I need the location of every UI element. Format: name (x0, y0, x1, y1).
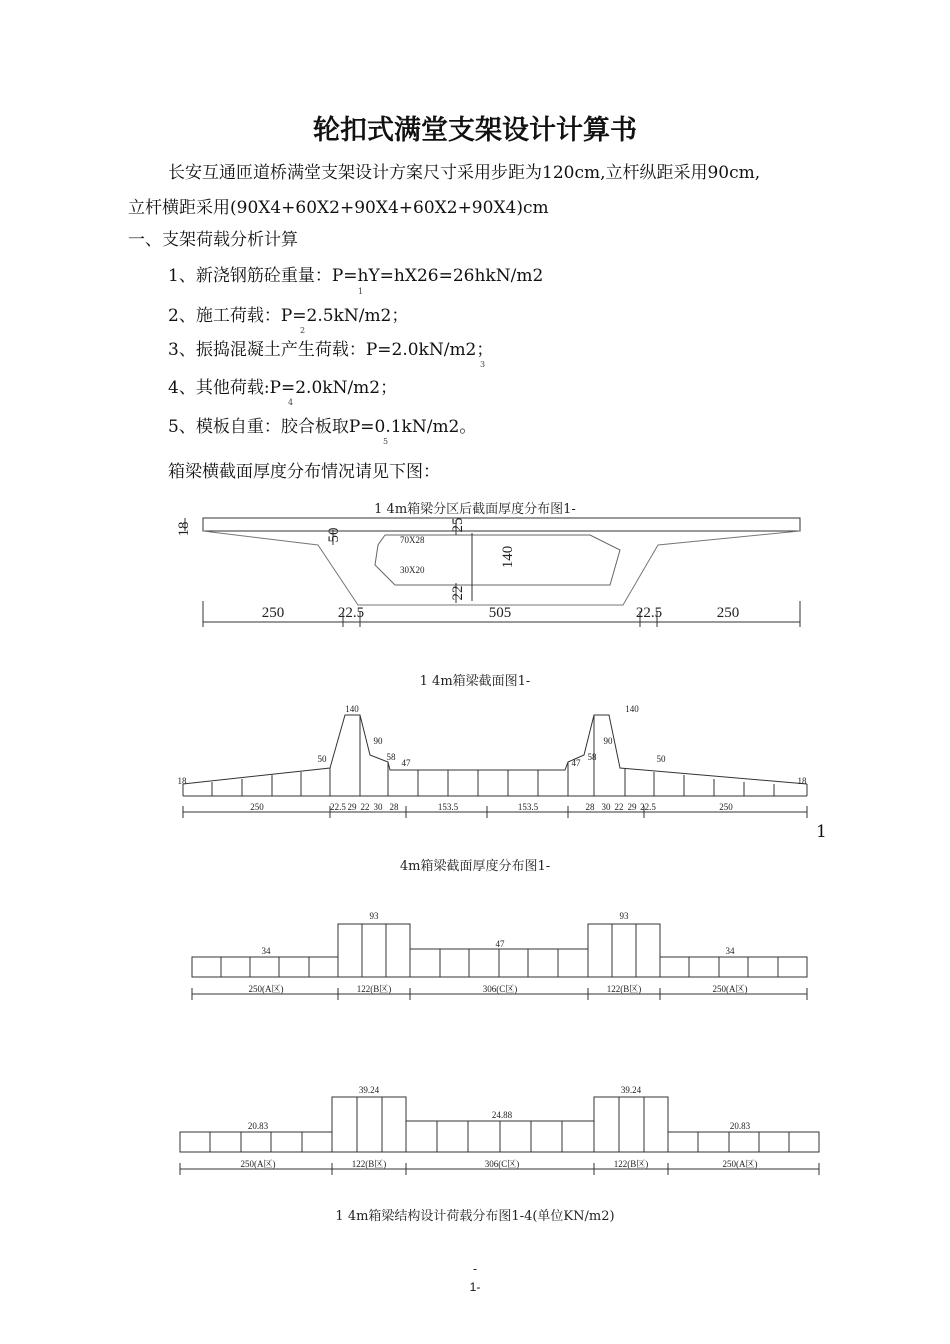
section-heading-1: 一、支架荷载分析计算 (128, 230, 298, 250)
fig4-zone-a-right (668, 1132, 819, 1152)
fig2-h-label: 18 (177, 776, 187, 786)
fig4-zone-b-right (594, 1097, 668, 1152)
fig4-value-label: 24.88 (491, 1110, 513, 1120)
load-item-1: 1、新浇钢筋砼重量：P=hY=hX26=26hkN/m2 (168, 266, 544, 286)
fig4-zone-label: 250(A区) (722, 1159, 758, 1169)
fig2-h-label: 140 (345, 704, 359, 714)
fig2-dim-label: 250 (250, 802, 264, 812)
fig1-dim-web-right: 22.5 (635, 605, 663, 621)
fig4-zone-label: 122(B区) (613, 1159, 649, 1169)
fig2-dim-label: 153.5 (437, 802, 459, 812)
footer-page-number: 1- (469, 1280, 481, 1294)
fig4-value-label: 39.24 (358, 1085, 380, 1095)
fig1-top-thk: 18 (176, 521, 192, 537)
fig2-h-label: 47 (401, 758, 411, 768)
fig3-zone-a-right (660, 957, 807, 977)
fig2-dim-label: 22.5 (330, 802, 346, 812)
fig2-h-label: 140 (625, 704, 639, 714)
figure-intro: 箱梁横截面厚度分布情况请见下图： (168, 462, 440, 482)
fig1-top-inner: 25 (450, 517, 466, 533)
load-item-2: 2、施工荷载：P=2.5kN/m2； (168, 306, 409, 326)
load-item-4-subscript: 4 (288, 398, 294, 407)
fig1-caption: 1 4m箱梁分区后截面厚度分布图1- (374, 502, 576, 517)
fig2-dim-label: 28 (389, 802, 399, 812)
fig2-dim-label: 22 (360, 802, 370, 812)
fig2-thickness-profile (170, 700, 820, 825)
fig1-web-h: 50 (326, 527, 342, 543)
fig1-bottom: 22 (450, 585, 466, 601)
fig2-h-label: 50 (317, 754, 327, 764)
fig3-zone-a-left (192, 957, 338, 977)
load-item-2-subscript: 2 (300, 326, 306, 335)
fig4-zone-label: 306(C区) (484, 1159, 520, 1169)
fig4-zone-label: 250(A区) (240, 1159, 276, 1169)
fig3-zone-label: 250(A区) (248, 984, 284, 994)
fig4-value-label: 20.83 (729, 1121, 751, 1131)
fig3-value-label: 34 (261, 946, 271, 956)
fig2-dim-label: 30 (373, 802, 383, 812)
fig3-zone-label: 250(A区) (712, 984, 748, 994)
fig1-chamfer-1: 70X28 (400, 535, 425, 545)
fig2-h-label: 90 (373, 736, 383, 746)
fig2-h-label: 90 (603, 736, 613, 746)
fig2-h-label: 18 (797, 776, 807, 786)
fig3-value-label: 47 (495, 939, 505, 949)
fig4-zone-b-left (332, 1097, 406, 1152)
fig2-dim-label: 29 (347, 802, 357, 812)
intro-line-1: 长安互通匝道桥满堂支架设计方案尺寸采用步距为120cm,立杆纵距采用90cm, (168, 163, 761, 183)
fig3-value-label: 93 (619, 911, 629, 921)
fig4-caption: 1 4m箱梁结构设计荷载分布图1-4(单位KN/m2) (335, 1209, 615, 1224)
fig3-value-label: 34 (725, 946, 735, 956)
load-item-1-subscript: 1 (358, 287, 364, 296)
fig4-zone-a-left (180, 1132, 332, 1152)
fig2-h-label: 50 (656, 754, 666, 764)
fig3-zone-label: 122(B区) (356, 984, 392, 994)
fig2-h-label: 58 (587, 752, 597, 762)
load-item-5-subscript: 5 (383, 437, 389, 446)
page-title: 轮扣式满堂支架设计计算书 (313, 115, 637, 146)
fig2-caption: 1 4m箱梁截面图1- (419, 674, 531, 689)
fig1-dim-right: 250 (716, 605, 740, 621)
load-item-3: 3、振捣混凝土产生荷载：P=2.0kN/m2； (168, 340, 494, 360)
fig3-zone-thickness (180, 905, 820, 1005)
fig4-zone-label: 122(B区) (351, 1159, 387, 1169)
footer-dash: - (472, 1262, 478, 1276)
fig2-dim-label: 22 (614, 802, 624, 812)
margin-page-number: 1 (816, 822, 827, 842)
fig1-cross-section (170, 505, 820, 635)
fig2-h-label: 47 (571, 758, 581, 768)
fig2-dim-label: 22.5 (640, 802, 656, 812)
fig2-dim-label: 250 (719, 802, 733, 812)
intro-line-2: 立杆横距采用(90X4+60X2+90X4+60X2+90X4)cm (128, 198, 549, 218)
fig3-caption: 4m箱梁截面厚度分布图1- (399, 859, 551, 874)
fig2-dim-label: 153.5 (517, 802, 539, 812)
fig2-h-label: 58 (386, 752, 396, 762)
fig1-top-slab (203, 518, 800, 531)
fig3-zone-b-left (338, 924, 410, 977)
fig4-value-label: 20.83 (247, 1121, 269, 1131)
load-item-3-subscript: 3 (480, 360, 486, 369)
fig4-value-label: 39.24 (620, 1085, 642, 1095)
fig1-dim-mid: 505 (488, 605, 512, 621)
load-item-5: 5、模板自重：胶合板取P=0.1kN/m2。 (168, 417, 477, 437)
fig2-dim-label: 29 (627, 802, 637, 812)
fig4-zone-load (170, 1080, 830, 1180)
fig1-chamfer-2: 30X20 (400, 565, 425, 575)
fig1-dim-web-left: 22.5 (337, 605, 365, 621)
fig3-value-label: 93 (369, 911, 379, 921)
load-item-4: 4、其他荷载:P=2.0kN/m2； (168, 378, 398, 398)
fig3-zone-label: 122(B区) (606, 984, 642, 994)
fig1-height: 140 (500, 545, 516, 569)
fig2-dim-label: 30 (601, 802, 611, 812)
fig2-profile-line (183, 715, 807, 784)
fig1-dim-left: 250 (261, 605, 285, 621)
fig3-zone-b-right (588, 924, 660, 977)
fig3-zone-label: 306(C区) (482, 984, 518, 994)
fig2-dim-label: 28 (585, 802, 595, 812)
